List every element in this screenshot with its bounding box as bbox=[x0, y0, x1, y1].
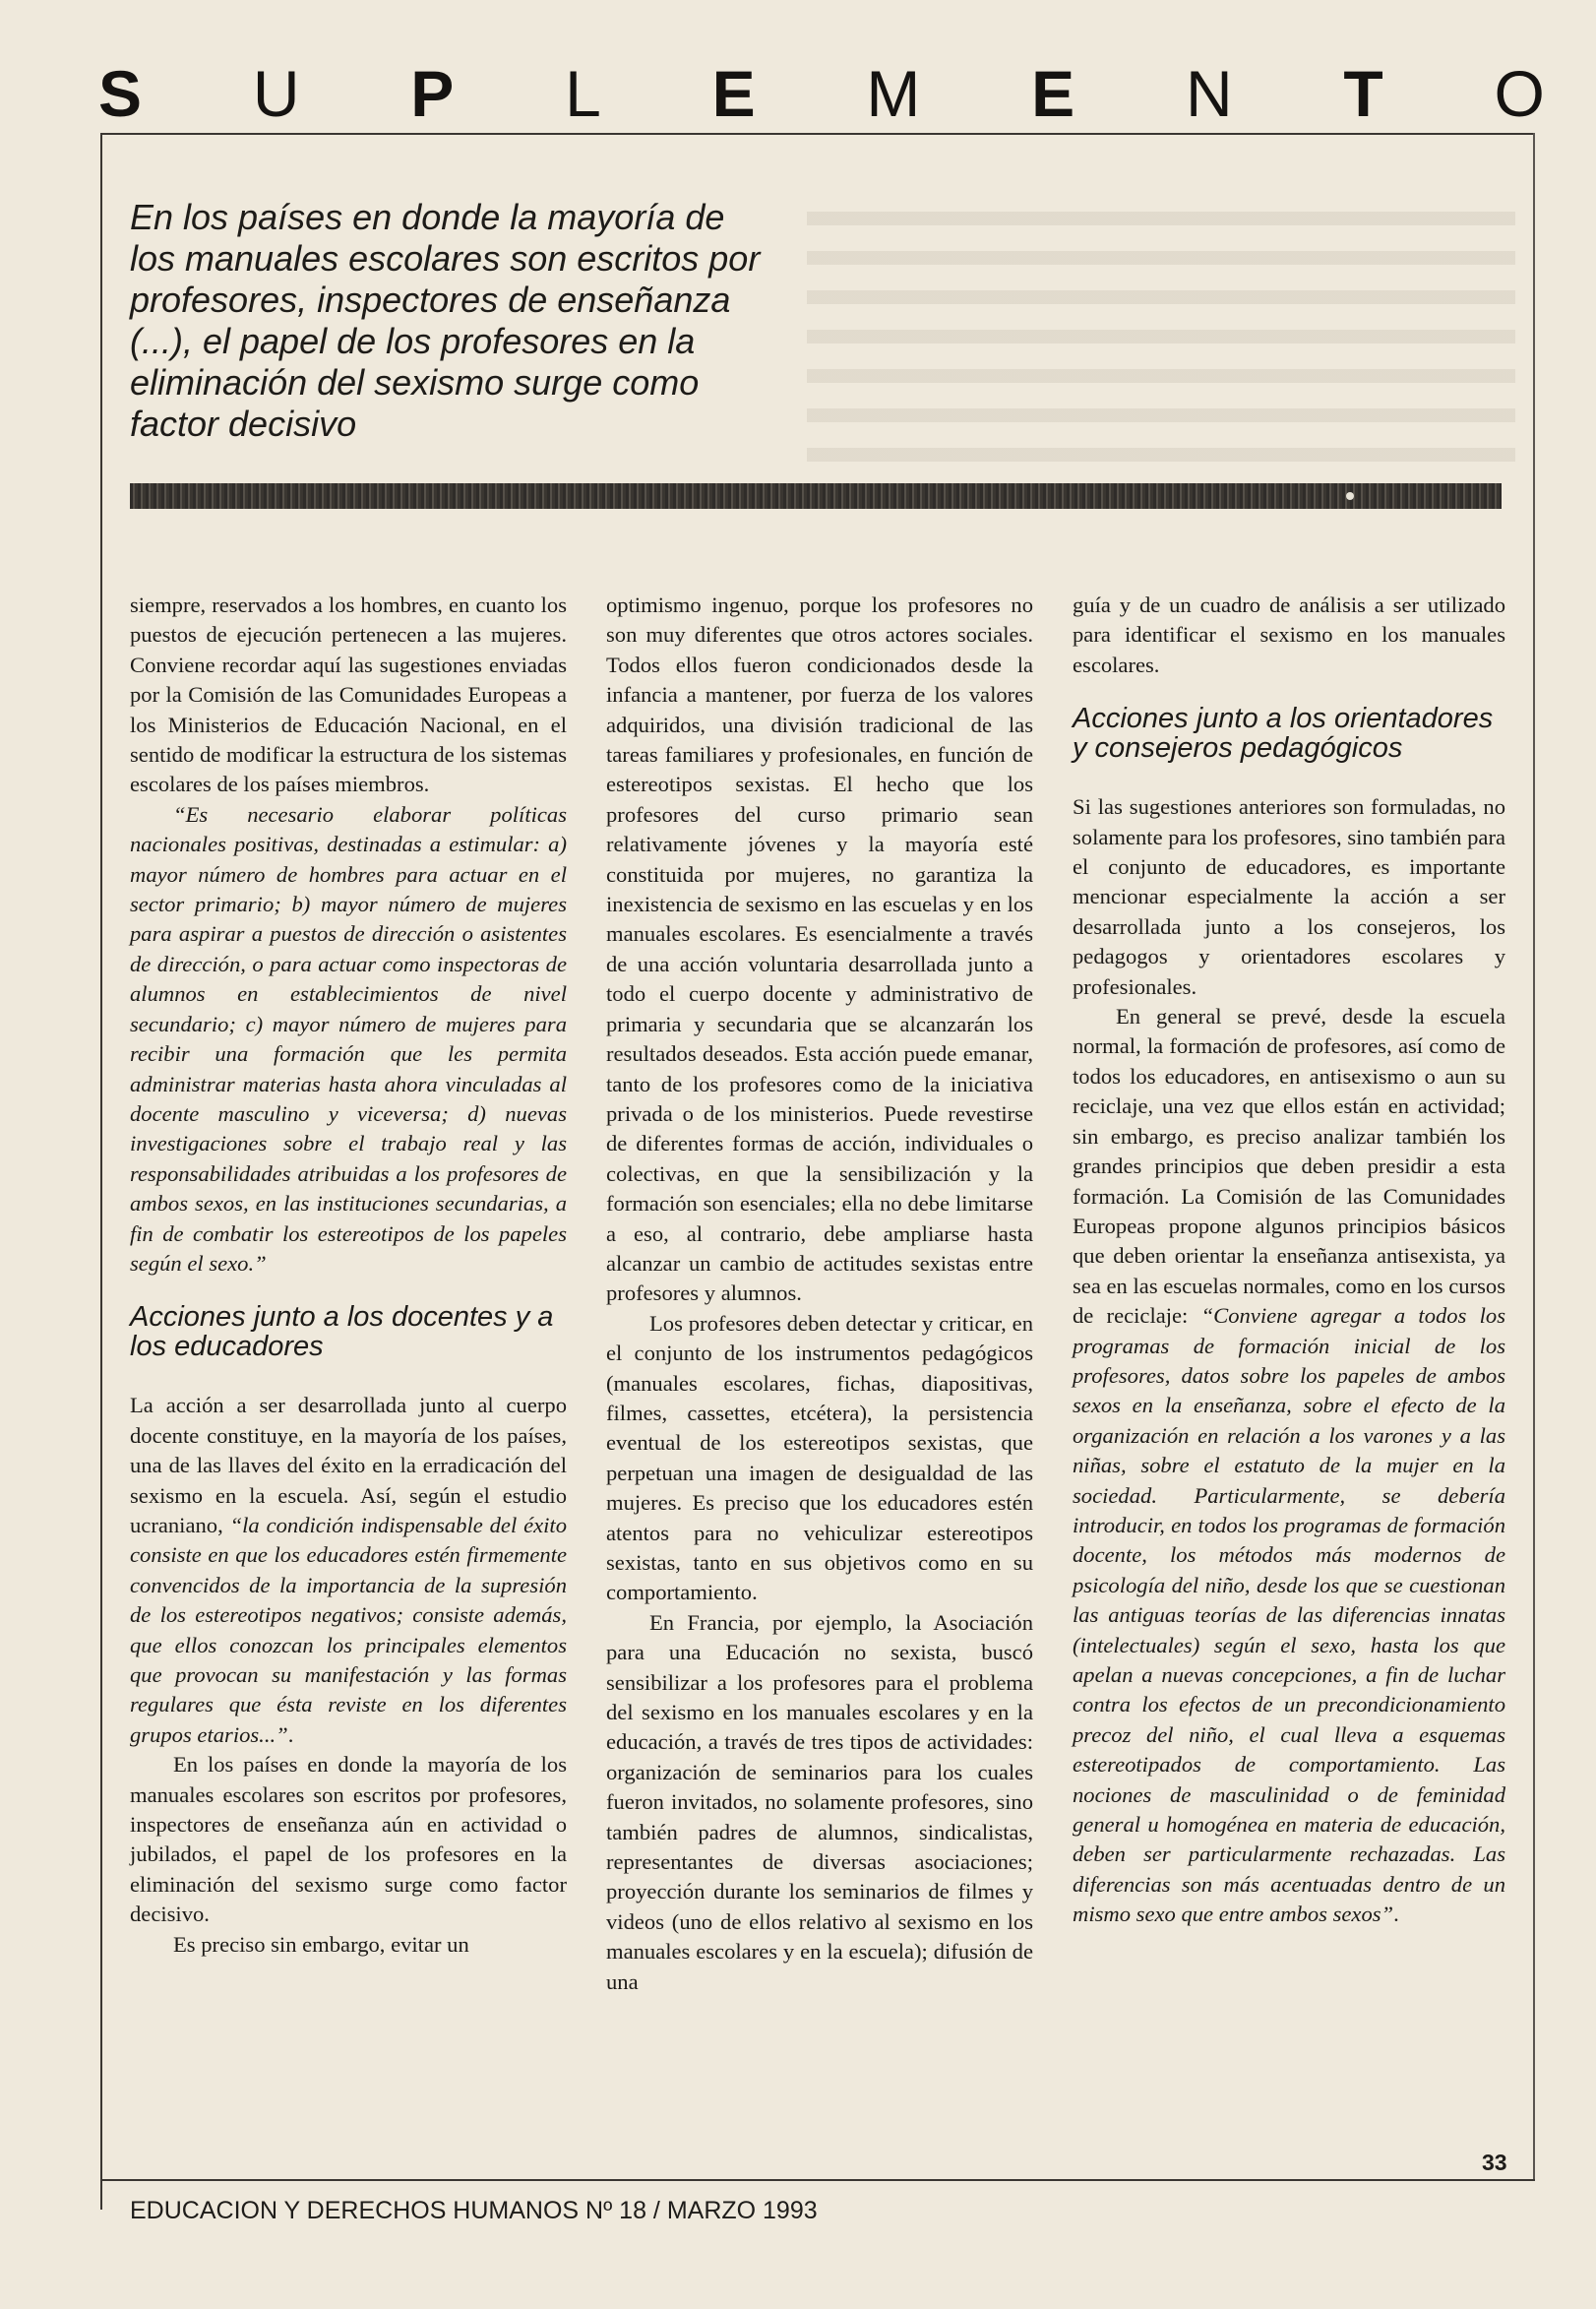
pull-quote: En los países en donde la mayoría de los manuales escolares son escritos por profesores, inspectores de enseñanza (...), el papel de los profesores en la eliminación del sexismo surge como factor decisivo bbox=[130, 197, 761, 444]
paragraph: Si las sugestiones anteriores son formuladas, no solamente para los profesores, sino también para el conjunto de educadores, es importante mencionar especialmente la acción a ser desarrollada junto a los consejeros, los pedagogos y orientadores escolares y profesionales. bbox=[1073, 794, 1505, 999]
header-letter: O bbox=[1494, 57, 1545, 130]
paragraph bbox=[130, 1391, 567, 1750]
header-letter: P bbox=[410, 57, 455, 130]
paragraph: siempre, reservados a los hombres, en cuanto los puestos de ejecución pertenecen a las mujeres. Conviene recordar aquí las sugestiones enviadas por la Comisión de las Comunidades Europeas a los Ministerios de Educación Nacional, en el sentido de modificar la estructura de los sistemas escolares de los países miembros. bbox=[130, 593, 567, 797]
header-letter: L bbox=[565, 57, 601, 130]
paragraph-text: En general se prevé, desde la escuela normal, la formación de profesores, así como de todos los educadores, en antisexismo o aun su reciclaje, una vez que ellos están en actividad; sin embargo, es preciso analizar también los grandes principios que deben presidir a esta formación. La Comisión de las Comunidades Europeas propone algunos principios básicos que deben orientar la enseñanza antisexista, ya sea en las escuelas normales, como en los cursos de reciclaje: bbox=[1073, 1004, 1505, 1329]
header-letter: N bbox=[1185, 57, 1233, 130]
frame-left-rule bbox=[100, 133, 102, 2210]
paragraph: Los profesores deben detectar y criticar, en el conjunto de los instrumentos pedagógicos (manuales escolares, fichas, diapositivas, filmes, cassettes, etcétera), la persistencia eventual de los estereotipos sexistas, que perpetuan una imagen de desigualdad de las mujeres. Es preciso que los educadores estén atentos para no vehiculizar estereotipos sexistas, tanto en sus objetivos como en su comportamiento. bbox=[606, 1310, 1033, 1605]
supplement-header bbox=[98, 57, 1545, 130]
frame-bottom-rule bbox=[100, 2179, 1535, 2181]
header-letter: U bbox=[252, 57, 300, 130]
header-letter: E bbox=[1031, 57, 1075, 130]
text-column-2 bbox=[606, 591, 1033, 1997]
paragraph bbox=[1073, 1002, 1505, 1930]
quote-paragraph: “Es necesario elaborar políticas nacionales positivas, destinadas a estimular: a) mayor número de hombres para actuar en el sector primario; b) mayor número de mujeres para aspirar a puestos de dirección o asistentes de dirección, o para actuar como inspectoras de alumnos en establecimientos de nivel secundario; c) mayor número de mujeres para recibir una formación que les permita administrar materias hasta ahora vinculadas al docente masculino y viceversa; d) nuevas investigaciones sobre el trabajo real y las responsabilidades atribuidas a los profesores de ambos sexos, en las instituciones secundarias, a fin de combatir los estereotipos de los papeles según el sexo.” bbox=[130, 801, 567, 1276]
section-heading: Acciones junto a los docentes y a los educadores bbox=[130, 1301, 554, 1363]
paragraph: Es preciso sin embargo, evitar un bbox=[173, 1931, 469, 1957]
page-number: 33 bbox=[1482, 2150, 1507, 2175]
frame-top-rule bbox=[100, 133, 1535, 135]
quote-text: “Conviene agregar a todos los programas de formación inicial de los profesores, datos sobre los papeles de ambos sexos en la enseñanza, sobre el efecto de la organización en relación a los varones y a las niñas, sobre el estatuto de la mujer en la sociedad. Particularmente, se debería introducir, en todos los programas de formación docente, los métodos más modernos de psicología del niño, desde los que se cuestionan las antiguas teorías de las diferencias innatas (intelectuales) según el sexo, hasta los que apelan a nuevas concepciones, a fin de luchar contra los efectos de un precondicionamiento precoz del niño, el cual lleva a esquemas estereotipados de comportamiento. Las nociones de masculinidad o de feminidad general u homogénea en materia de educación, deben ser particularmente rechazadas. Las diferencias son más acentuadas dentro de un mismo sexo que entre ambos sexos” bbox=[1073, 1303, 1505, 1927]
header-letter: E bbox=[711, 57, 756, 130]
paragraph: En Francia, por ejemplo, la Asociación para una Educación no sexista, buscó sensibilizar a los profesores para el problema del sexismo en los manuales escolares y en la educación, a través de tres tipos de actividades: organización de seminarios para los cuales fueron invitados, no solamente profesores, sino también padres de alumnos, sindicalistas, representantes de diversas asociaciones; proyección durante los seminarios de filmes y videos (uno de ellos relativo al sexismo en los manuales escolares y en la escuela); difusión de una bbox=[606, 1609, 1033, 1994]
text-column-1 bbox=[130, 591, 567, 1960]
paragraph-text: . bbox=[287, 1721, 294, 1747]
paragraph: optimismo ingenuo, porque los profesores no son muy diferentes que otros actores sociales. Todos ellos fueron condicionados desde la infancia a mantener, por fuerza de los valores adquiridos, una división tradicional de las tareas familiares y profesionales, en función de estereotipos sexistas. El hecho que los profesores del curso primario sean relativamente jóvenes y la mayoría esté constituida por mujeres, no garantiza la inexistencia de sexismo en las escuelas y en los manuales escolares. Es esencialmente a través de una acción voluntaria desarrollada junto a todo el cuerpo docente y administrativo de primaria y secundaria que se alcanzarán los resultados deseados. Esta acción puede emanar, tanto de los profesores como de la iniciativa privada o de los ministerios. Puede revestirse de diferentes formas de acción, individuales o colectivas, en que la sensibilización y la formación son esenciales; ella no debe limitarse a eso, al contrario, debe ampliarse hasta alcanzar un cambio de actitudes sexistas entre profesores y alumnos. bbox=[606, 593, 1033, 1306]
bleed-through-shading bbox=[807, 212, 1515, 468]
paragraph-text: . bbox=[1393, 1902, 1399, 1927]
header-letter: T bbox=[1343, 57, 1383, 130]
frame-right-rule bbox=[1533, 133, 1535, 2180]
paragraph: En los países en donde la mayoría de los manuales escolares son escritos por profesores, inspectores de enseñanza aún en actividad o jubilados, el papel de los profesores en la eliminación del sexismo surge como factor decisivo. bbox=[130, 1752, 567, 1927]
header-letter: S bbox=[98, 57, 143, 130]
paragraph: guía y de un cuadro de análisis a ser utilizado para identificar el sexismo en los manuales escolares. bbox=[1073, 593, 1505, 677]
footer-publication-title: EDUCACION Y DERECHOS HUMANOS Nº 18 / MARZO 1993 bbox=[130, 2197, 818, 2224]
paragraph-text: La acción a ser desarrollada junto al cuerpo docente constituye, en la mayoría de los países, una de las llaves del éxito en la erradicación del sexismo en la escuela. Así, según el estudio ucraniano, bbox=[130, 1393, 567, 1537]
bar-dot bbox=[1346, 492, 1354, 500]
decorative-bar bbox=[130, 483, 1502, 509]
text-column-3 bbox=[1073, 591, 1505, 1930]
quote-text: “la condición indispensable del éxito consiste en que los educadores estén firmemente convencidos de la importancia de la supresión de los estereotipos negativos; consiste además, que ellos conozcan los principales elementos que provocan su manifestación y las formas regulares que ésta reviste en los diferentes grupos etarios...” bbox=[130, 1512, 567, 1747]
section-heading: Acciones junto a los orientadores y consejeros pedagógicos bbox=[1073, 703, 1494, 765]
header-letter: M bbox=[866, 57, 921, 130]
